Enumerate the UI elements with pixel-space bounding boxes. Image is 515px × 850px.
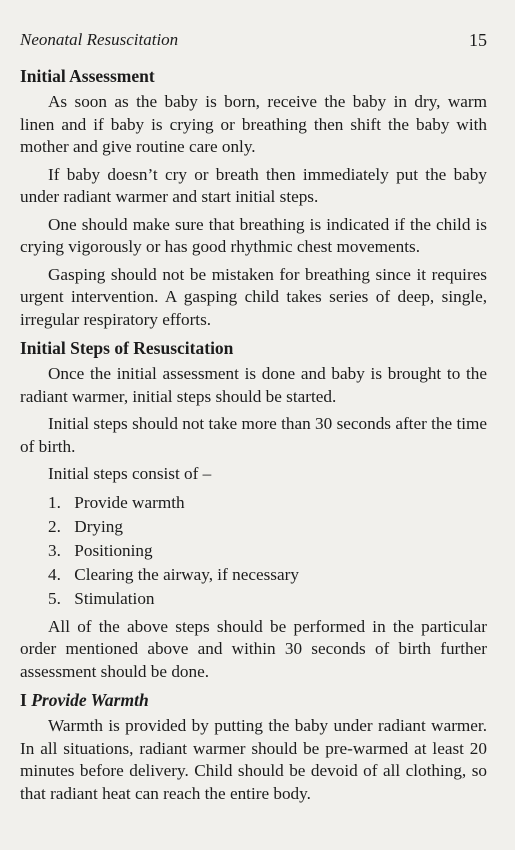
section-heading-initial-assessment: Initial Assessment xyxy=(20,66,155,86)
paragraph: Once the initial assessment is done and baby is brought to the radiant warmer, initial steps should be started. xyxy=(20,364,487,406)
paragraph: As soon as the baby is born, receive the baby in dry, warm linen and if baby is crying or breathing then shift the baby with mother and give routine care only. xyxy=(20,92,487,156)
paragraph: One should make sure that breathing is indicated if the child is crying vigorously or has good rhythmic chest movements. xyxy=(20,214,487,256)
list-item xyxy=(48,587,487,611)
list-item-text: Stimulation xyxy=(74,588,155,608)
page-number: 15 xyxy=(469,30,487,50)
paragraph: Gasping should not be mistaken for breathing since it requires urgent intervention. A gasping child takes series of deep, single, irregular respiratory efforts. xyxy=(20,264,487,329)
list-item-text: Drying xyxy=(74,516,123,536)
list-item-number: 4. xyxy=(48,564,61,584)
initial-steps-list xyxy=(20,491,487,611)
list-item-text: Clearing the airway, if necessary xyxy=(74,564,299,584)
paragraph: Initial steps consist of – xyxy=(48,464,212,483)
running-title: Neonatal Resuscitation xyxy=(20,30,179,49)
list-item-text: Positioning xyxy=(74,540,153,560)
list-item xyxy=(48,491,487,515)
list-item-text: Provide warmth xyxy=(74,492,185,512)
paragraph: Warmth is provided by putting the baby under radiant warmer. In all situations, radiant warmer should be pre-warmed at least 20 minutes before delivery. Child should be devoid of all clothing, so that radiant heat can reach the entire body. xyxy=(20,716,487,803)
section-heading-initial-steps: Initial Steps of Resuscitation xyxy=(20,338,234,358)
list-item-number: 1. xyxy=(48,492,61,512)
list-item-number: 3. xyxy=(48,540,61,560)
list-item xyxy=(48,539,487,563)
list-item-number: 5. xyxy=(48,588,61,608)
list-item xyxy=(48,563,487,587)
paragraph: All of the above steps should be performed in the particular order mentioned above and within 30 seconds of birth further assessment should be done. xyxy=(20,616,487,681)
paragraph: Initial steps should not take more than 30 seconds after the time of birth. xyxy=(20,414,487,456)
heading-italic-title: Provide Warmth xyxy=(31,690,149,710)
heading-roman-numeral: I xyxy=(20,690,27,710)
running-head xyxy=(20,28,487,54)
paragraph: If baby doesn’t cry or breath then immediately put the baby under radiant warmer and start initial steps. xyxy=(20,164,487,206)
list-item xyxy=(48,515,487,539)
list-item-number: 2. xyxy=(48,516,61,536)
section-heading-provide-warmth xyxy=(20,688,487,712)
